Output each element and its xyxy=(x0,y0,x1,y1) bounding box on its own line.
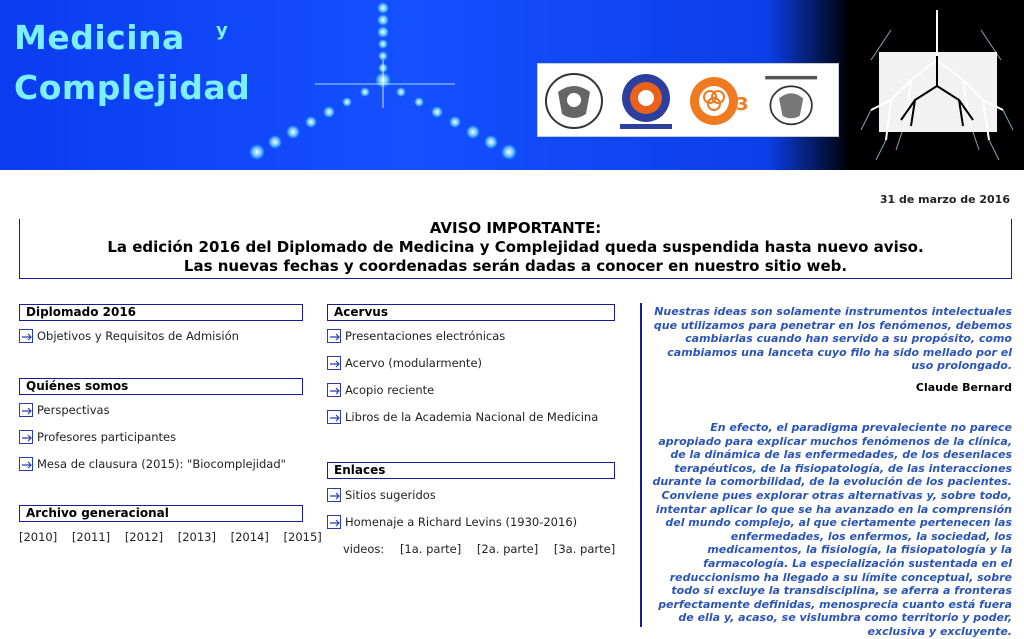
quote-author: Claude Bernard xyxy=(915,381,1012,394)
arrow-right-icon xyxy=(327,410,341,424)
quote-paradigm: En efecto, el paradigma prevaleciente no parece apropiado para explicar muchos fenómenos de la clínica, de la dinámica de las enfermedades, de los desenlaces terapéuticos, de la fisiopatología, de las interacciones durante la comorbilidad, de la evolución de los pacientes. Conviene pues explorar otras alternativas y, sobre todo, intentar aplicar lo que se ha avanzado en la comprensión del mundo complejo, al que ciertamente pertenecen las enfermedades, los enfermos, la sociedad, los medicamentos, la fisiología, la fisiopatología y la farmacología. La especialización sustentada en el reduccionismo ha llegado a su límite conceptual, sobre todo si excluye la transdisciplina, se aferra a fronteras perfectamente definidas, menosprecia cuanto está fuera de ella y, acaso, se vislumbra como territorio y poder, exclusiva y excluyente. xyxy=(652,421,1012,638)
video-links xyxy=(343,542,627,556)
archive-year-link[interactable]: [2013] xyxy=(177,530,216,544)
video-part-link[interactable]: [1a. parte] xyxy=(399,542,462,556)
institution-logos xyxy=(537,63,839,137)
section-header-quienes: Quiénes somos xyxy=(19,378,303,395)
lungs-image xyxy=(851,0,1024,170)
arrow-right-icon xyxy=(327,329,341,343)
arrow-right-icon xyxy=(327,356,341,370)
link-label[interactable]: Acervo (modularmente) xyxy=(345,356,483,370)
site-title-line2: Complejidad xyxy=(14,68,251,107)
site-title-y: y xyxy=(216,20,228,41)
arrow-right-icon xyxy=(19,329,33,343)
archive-year-link[interactable]: [2011] xyxy=(71,530,111,544)
facultad-medicina-logo-icon xyxy=(760,70,824,132)
archive-year-link[interactable]: [2014] xyxy=(230,530,269,544)
link-label[interactable]: Profesores participantes xyxy=(37,430,177,444)
videos-label: videos: xyxy=(343,542,385,556)
quote-bernard: Nuestras ideas son solamente instrumentos intelectuales que utilizamos para penetrar en los fenómenos, debemos cambiarlas cuando han servido a su propósito, como cambiamos una lanceta cuyo filo ha sido mellado por el uso prolongado. xyxy=(653,305,1012,373)
link-acopio[interactable] xyxy=(327,383,434,397)
arrow-right-icon xyxy=(327,383,341,397)
arrow-right-icon xyxy=(19,430,33,444)
notice-line2: La edición 2016 del Diplomado de Medicina y Complejidad queda suspendida hasta nuevo aviso. xyxy=(107,238,924,256)
arrow-right-icon xyxy=(327,488,341,502)
svg-text:3: 3 xyxy=(736,94,749,115)
archive-year-link[interactable]: [2015] xyxy=(283,530,322,544)
link-label[interactable]: Objetivos y Requisitos de Admisión xyxy=(37,329,239,343)
arrow-right-icon xyxy=(19,403,33,417)
archive-years xyxy=(19,530,333,544)
link-presentaciones[interactable] xyxy=(327,329,505,343)
video-part-link[interactable]: [3a. parte] xyxy=(553,542,616,556)
notice-heading: AVISO IMPORTANTE: xyxy=(429,219,602,237)
quotes-panel xyxy=(640,303,1015,638)
archive-year-link[interactable]: [2012] xyxy=(124,530,164,544)
arrow-right-icon xyxy=(19,457,33,471)
section-header-diplomado: Diplomado 2016 xyxy=(19,304,303,321)
link-label[interactable]: Homenaje a Richard Levins (1930-2016) xyxy=(345,515,578,529)
section-header-enlaces: Enlaces xyxy=(327,462,615,479)
section-header-archivo: Archivo generacional xyxy=(19,505,303,522)
link-libros[interactable] xyxy=(327,410,598,424)
link-perspectivas[interactable] xyxy=(19,403,110,417)
header-banner xyxy=(0,0,1024,170)
link-label[interactable]: Perspectivas xyxy=(37,403,110,417)
section-header-acervus: Acervus xyxy=(327,304,615,321)
link-mesa-clausura[interactable] xyxy=(19,457,286,471)
c3-logo-icon xyxy=(686,70,750,132)
site-title-line1: Medicina xyxy=(14,18,185,57)
important-notice xyxy=(19,219,1012,279)
page-date: 31 de marzo de 2016 xyxy=(879,193,1010,206)
link-profesores[interactable] xyxy=(19,430,176,444)
link-label[interactable]: Mesa de clausura (2015): "Biocomplejidad" xyxy=(37,457,286,471)
unam-seal-icon xyxy=(542,70,606,132)
link-label[interactable]: Libros de la Academia Nacional de Medicina xyxy=(345,410,599,424)
notice-line3: Las nuevas fechas y coordenadas serán dadas a conocer en nuestro sitio web. xyxy=(183,257,848,275)
academia-logo-icon xyxy=(614,70,678,132)
link-homenaje-levins[interactable] xyxy=(327,515,577,529)
video-part-link[interactable]: [2a. parte] xyxy=(476,542,539,556)
link-sitios[interactable] xyxy=(327,488,436,502)
link-label[interactable]: Sitios sugeridos xyxy=(345,488,436,502)
link-label[interactable]: Presentaciones electrónicas xyxy=(345,329,506,343)
link-objetivos[interactable] xyxy=(19,329,239,343)
arrow-right-icon xyxy=(327,515,341,529)
archive-year-link[interactable]: [2010] xyxy=(19,530,58,544)
link-label[interactable]: Acopio reciente xyxy=(345,383,435,397)
link-acervo[interactable] xyxy=(327,356,482,370)
helix-decoration xyxy=(225,0,565,170)
